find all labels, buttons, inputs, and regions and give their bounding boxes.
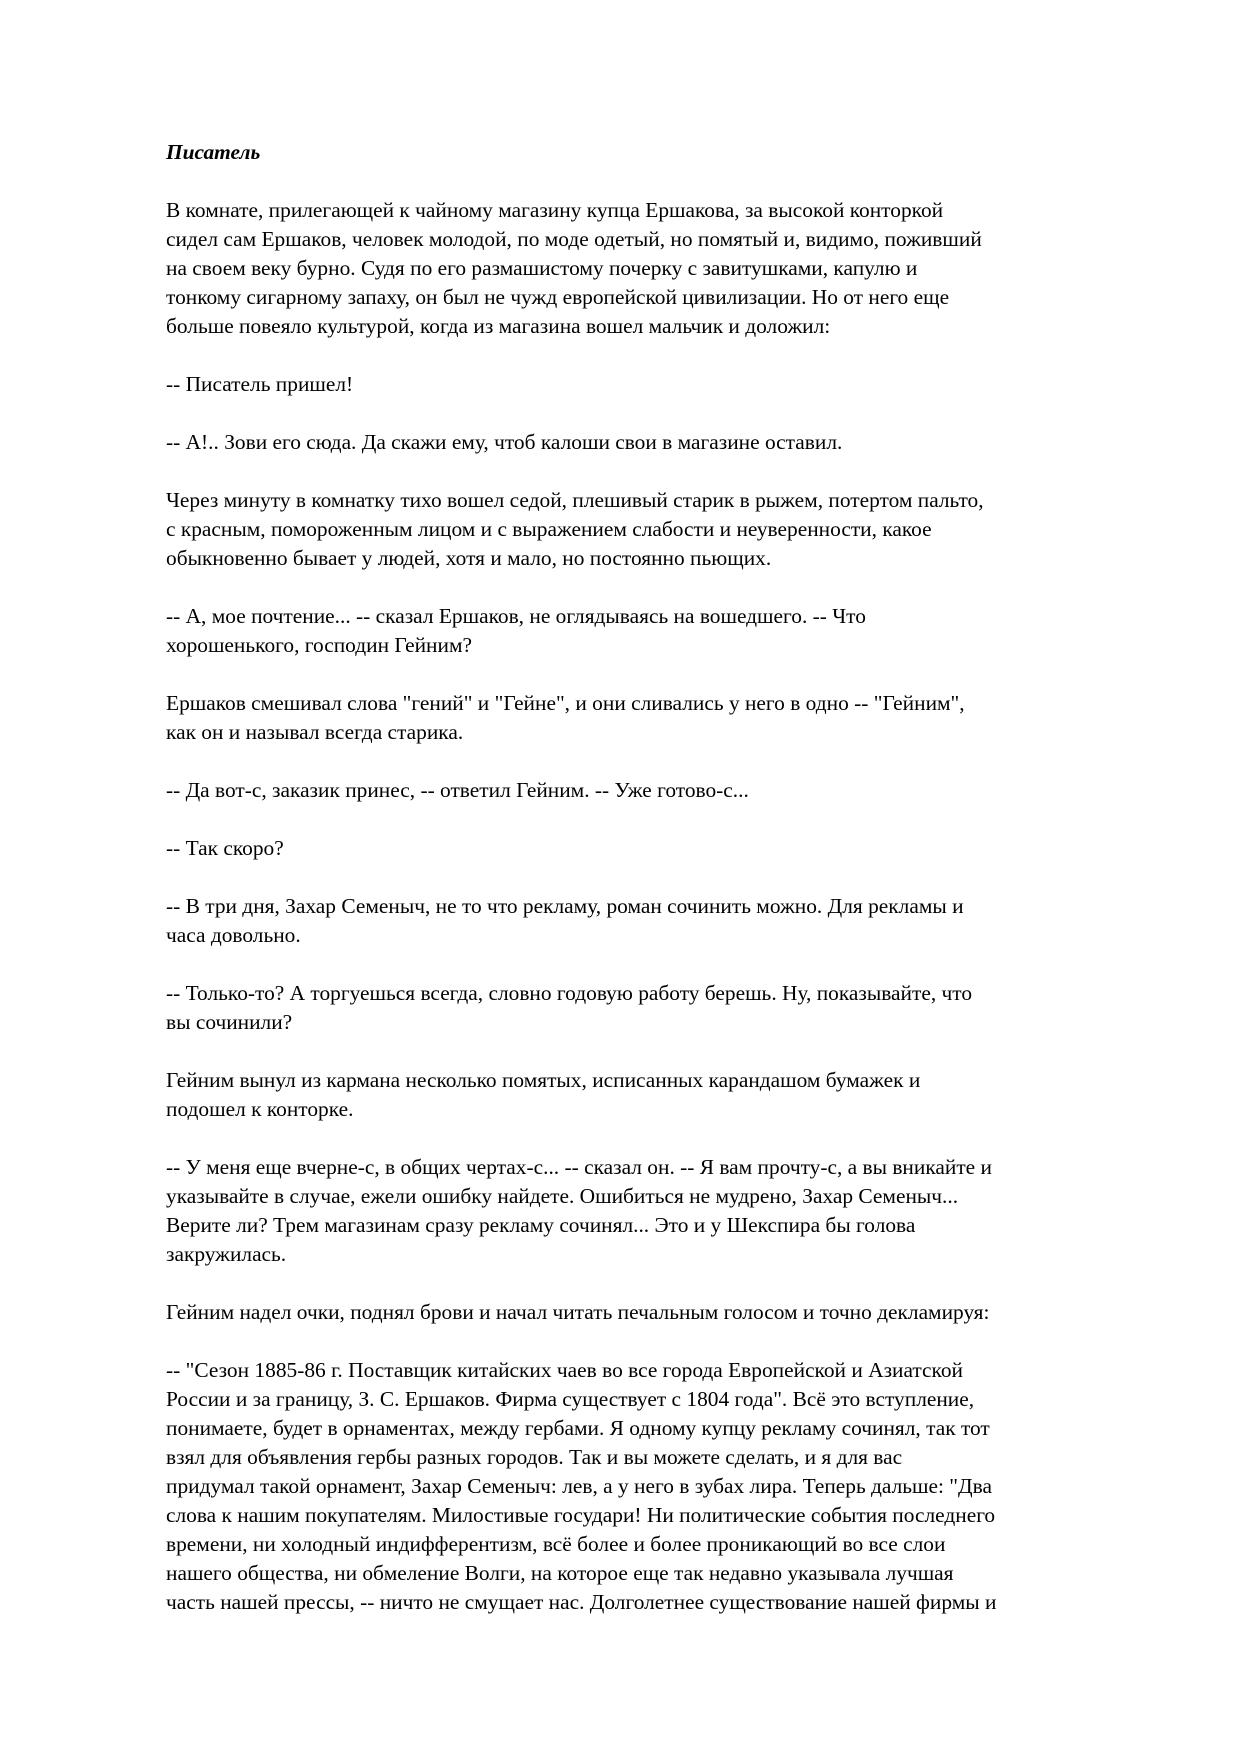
text-line: взял для объявления гербы разных городов. Так и вы можете сделать, и я для вас xyxy=(166,1445,903,1469)
text-line: Через минуту в комнатку тихо вошел седой, плешивый старик в рыжем, потертом пальто, xyxy=(166,488,984,512)
text-line: -- Только-то? А торгуешься всегда, словно годовую работу берешь. Ну, показывайте, что xyxy=(166,981,973,1005)
text-line: нашего общества, ни обмеление Волги, на которое еще так недавно указывала лучшая xyxy=(166,1561,954,1585)
text-line: часа довольно. xyxy=(166,923,301,947)
text-line: -- А!.. Зови его сюда. Да скажи ему, чтоб калоши свои в магазине оставил. xyxy=(166,430,843,454)
paragraph xyxy=(166,979,1141,1037)
text-line: сидел сам Ершаков, человек молодой, по моде одетый, но помятый и, видимо, поживший xyxy=(166,227,982,251)
paragraph xyxy=(166,776,1141,805)
text-line: хорошенького, господин Гейним? xyxy=(166,633,472,657)
text-line: -- У меня еще вчерне-с, в общих чертах-с... -- сказал он. -- Я вам прочту-с, а вы вникайте и xyxy=(166,1155,992,1179)
paragraph xyxy=(166,834,1141,863)
text-line: вы сочинили? xyxy=(166,1010,293,1034)
paragraph xyxy=(166,689,1141,747)
text-line: -- "Сезон 1885-86 г. Поставщик китайских чаев во все города Европейской и Азиатской xyxy=(166,1358,963,1382)
text-line: -- В три дня, Захар Семеныч, не то что рекламу, роман сочинить можно. Для рекламы и xyxy=(166,894,964,918)
text-line: -- Да вот-с, заказик принес, -- ответил Гейним. -- Уже готово-с... xyxy=(166,778,749,802)
text-line: на своем веку бурно. Судя по его размашистому почерку с завитушками, капулю и xyxy=(166,256,918,280)
text-line: -- Писатель пришел! xyxy=(166,372,354,396)
text-line: подошел к конторке. xyxy=(166,1097,354,1121)
paragraph xyxy=(166,602,1141,660)
text-line: Гейним надел очки, поднял брови и начал читать печальным голосом и точно декламируя: xyxy=(166,1300,990,1324)
paragraph xyxy=(166,428,1141,457)
text-line: В комнате, прилегающей к чайному магазину купца Ершакова, за высокой конторкой xyxy=(166,198,944,222)
text-line: -- Так скоро? xyxy=(166,836,284,860)
text-line: закружилась. xyxy=(166,1242,287,1266)
text-line: понимаете, будет в орнаментах, между гербами. Я одному купцу рекламу сочинял, так тот xyxy=(166,1416,990,1440)
paragraph xyxy=(166,486,1141,573)
text-line: с красным, помороженным лицом и с выражением слабости и неуверенности, какое xyxy=(166,517,932,541)
text-line: России и за границу, З. С. Ершаков. Фирма существует с 1804 года". Всё это вступление, xyxy=(166,1387,975,1411)
paragraph xyxy=(166,370,1141,399)
text-line: обыкновенно бывает у людей, хотя и мало, но постоянно пьющих. xyxy=(166,546,772,570)
paragraph xyxy=(166,1153,1141,1269)
text-line: Верите ли? Трем магазинам сразу рекламу сочинял... Это и у Шекспира бы голова xyxy=(166,1213,916,1237)
text-line: -- А, мое почтение... -- сказал Ершаков, не оглядываясь на вошедшего. -- Что xyxy=(166,604,866,628)
text-line: часть нашей прессы, -- ничто не смущает нас. Долголетнее существование нашей фирмы и xyxy=(166,1590,997,1614)
paragraph xyxy=(166,892,1141,950)
text-line: слова к нашим покупателям. Милостивые государи! Ни политические события последнего xyxy=(166,1503,996,1527)
paragraph xyxy=(166,1066,1141,1124)
story-body xyxy=(166,196,1141,1617)
text-line: как он и называл всегда старика. xyxy=(166,720,464,744)
text-line: придумал такой орнамент, Захар Семеныч: лев, а у него в зубах лира. Теперь дальше: "Два xyxy=(166,1474,992,1498)
text-line: тонкому сигарному запаху, он был не чужд европейской цивилизации. Но от него еще xyxy=(166,285,950,309)
text-line: Гейним вынул из кармана несколько помятых, исписанных карандашом бумажек и xyxy=(166,1068,921,1092)
text-line: больше повеяло культурой, когда из магазина вошел мальчик и доложил: xyxy=(166,314,831,338)
story-title: Писатель xyxy=(166,140,261,164)
paragraph xyxy=(166,1356,1141,1617)
text-line: Ершаков смешивал слова "гений" и "Гейне", и они сливались у него в одно -- "Гейним", xyxy=(166,691,965,715)
text-line: времени, ни холодный индифферентизм, всё более и более проникающий во все слои xyxy=(166,1532,946,1556)
paragraph xyxy=(166,196,1141,341)
paragraph xyxy=(166,1298,1141,1327)
text-line: указывайте в случае, ежели ошибку найдете. Ошибиться не мудрено, Захар Семеныч... xyxy=(166,1184,959,1208)
